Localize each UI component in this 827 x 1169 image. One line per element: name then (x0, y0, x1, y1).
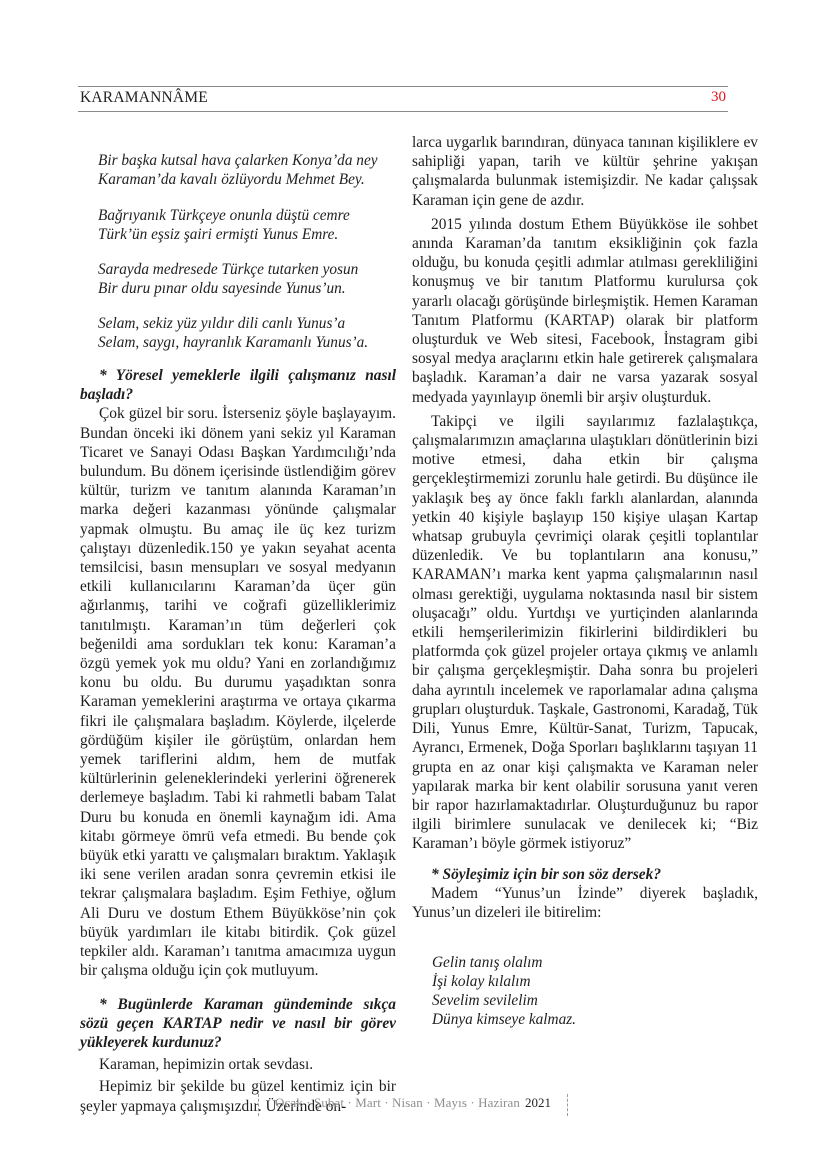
poem-line: Selam, sekiz yüz yıldır dili canlı Yunus’a (98, 315, 346, 332)
closing-verse (432, 953, 576, 1029)
poem-line: Bir duru pınar oldu sayesinde Yunus’un. (98, 280, 346, 297)
interview-question: * Bugünlerde Karaman gündeminde sıkça sözü geçen KARTAP nedir ve nasıl bir görev yükleyerek kurdunuz? (80, 995, 396, 1051)
poem-line: Selam, saygı, hayranlık Karamanlı Yunus’a. (98, 334, 369, 351)
interview-answer: Çok güzel bir soru. İsterseniz şöyle başlayayım. Bundan önceki iki dönem yani sekiz yıl Karaman Ticaret ve Sanayi Odası Başkan Yardımcılığı’nda bulundum. Bu dönem içerisinde üstlendiğim görev kültür, turizm ve tanıtım alanında Karaman’ın marka değeri kazanması yönünde çalışmalar yapmak olmuştu. Bu amaç ile üç kez turizm çalıştayı düzenledik.150 ye yakın seyahat acenta temsilcisi, basın mensupları ve sosyal medyanın etkili kullanıcılarını Karaman’da üçer gün ağırlanmış, tarihi ve coğrafi güzelliklerimiz tanıtılmıştı. Karaman’ın tüm değerleri çok beğenildi ama sordukları tek konu: Karaman’a özgü yemek yok mu oldu? Yani en zorlandığımız konu bu oldu. Bu durumu yaşadıktan sonra Karaman yemeklerini araştırma ve ortaya çıkarma fikri ile çalışmalara başladım. Köylerde, ilçelerde gördüğüm kişiler ile görüştüm, onlardan hem yemek tariflerini aldım, hem de mutfak kültürlerinin geleneklerindeki yerlerini öğrenerek derlemeye başladım. Tabi ki rahmetli babam Talat Duru bu konuda en önemli kaynağım idi. Ama kitabı görmeye ömrü vefa etmedi. Bu bende çok büyük etki yarattı ve çalışmaları bıraktım. Yaklaşık iki sene verilen aradan sonra çevremin etkisi ile tekrar çalışmalara başladım. Eşim Fethiye, oğlum Ali Duru ve dostum Ethem Büyükköse’nin çok büyük yardımları ile kitabı bitirdik. Çok güzel tepkiler aldı. Karaman’ı tanıtma amacımıza uygun bir çalışma olduğu için çok mutluyum. (80, 405, 396, 980)
left-column (80, 366, 396, 1116)
right-column (412, 133, 758, 922)
running-header (78, 86, 728, 112)
poem-line: Türk’ün eşsiz şairi ermişti Yunus Emre. (98, 226, 339, 243)
poem-stanza (98, 151, 408, 189)
page-footer (258, 1094, 568, 1116)
issue-year: 2021 (524, 1095, 551, 1110)
interview-question: * Söyleşimiz için bir son söz dersek? (431, 865, 662, 883)
poem-line: Bağrıyanık Türkçeye onunla düştü cemre (98, 207, 350, 224)
page-number: 30 (711, 89, 726, 105)
opening-poem-stanza-2 (98, 206, 408, 244)
poem-line: Karaman’da kavalı özlüyordu Mehmet Bey. (98, 171, 365, 188)
magazine-name: KARAMANNÂME (80, 89, 208, 106)
opening-poem-stanza-3 (98, 260, 408, 298)
interview-answer: Karaman, hepimizin ortak sevdası. (99, 1056, 314, 1074)
poem-line: Sarayda medresede Türkçe tutarken yosun (98, 261, 359, 278)
body-paragraph: 2015 yılında dostum Ethem Büyükköse ile sohbet anında Karaman’da tanıtım eksikliğinin çok fazla olduğu, bu konuda çeşitli adımlar atılması gerekliliğini konuşmuş ve bir tanıtım Platformu kurulursa çok yararlı olacağı görüşünde birleşmiştik. Hemen Karaman Tanıtım Platformu (KARTAP) olarak bir platform oluşturduk ve Web sitesi, Facebook, İnstagram gibi sosyal medya araçlarını etkin hale getirerek çalışmalara başladık. Karaman’a dair ne varsa yazarak sosyal medyada yayınlayıp önemli bir arşiv oluşturduk. (412, 215, 758, 406)
body-paragraph: Takipçi ve ilgili sayılarımız fazlalaştıkça, çalışmalarımızın amaçlarına ulaştıkları dönütlerinin bizi motive etmesi, daha etkin bir çalışma gerçekleştirmemizi zorunlu hale getirdi. Bu düşünce ile yaklaşık beş ay önce faklı farklı alanlardan, alanında yetkin 40 kişiyle başlayıp 150 kişiye ulaşan Kartap whatsap grubuyla çevrimiçi olarak çeşitli toplantılar düzenledik. Ve bu toplantıların ana konusu,” KARAMAN’ı marka kent yapma çalışmalarının nasıl olması gerektiği, uygulama noktasında nasıl bir sistem oluşacağı” oldu. Yurtdışı ve yurtiçinden alanlarında etkili hemşerilerimizin fikirlerini bildirdikleri bu platformda çok güzel projeler ortaya çıkmış ve anlamlı bir çalışma gerçekleşmiştir. Daha sonra bu projeleri daha ayrıntılı incelemek ve raporlamalar adına çalışma grupları oluşturduk. Taşkale, Gastronomi, Karadağ, Tük Dili, Yunus Emre, Kültür-Sanat, Turizm, Tapucak, Ayrancı, Ermenek, Doğa Sporları başlıklarını taşıyan 11 grupta en az onar kişi çalışmakta ve Karaman neler yapılarak marka bir kent olabilir sorusuna yanıt veren bir rapor hazırlamaktadırlar. Oluşturduğunuz bu rapor ilgili birimlere sunulacak ve denilecek ki; “Biz Karaman’ı böyle görmek istiyoruz” (412, 412, 758, 853)
verse-line: Sevelim sevilelim (432, 992, 538, 1009)
verse-line: İşi kolay kılalım (432, 973, 531, 990)
interview-question: * Yöresel yemeklerle ilgili çalışmanız nasıl başladı? (80, 367, 396, 404)
interview-answer: Hepimiz bir şekilde bu güzel kentimiz için bir şeyler yapmaya çalışmışızdır. Üzerinde on- (80, 1078, 396, 1115)
opening-poem (98, 151, 408, 189)
verse-line: Gelin tanış olalım (432, 954, 543, 971)
interview-answer: Madem “Yunus’un İzinde” diyerek başladık, Yunus’un dizeleri ile bitirelim: (412, 884, 758, 921)
verse-line: Dünya kimseye kalmaz. (432, 1011, 576, 1028)
poem-line: Bir başka kutsal hava çalarken Konya’da ney (98, 152, 378, 169)
issue-months: Ocak · Şubat · Mart · Nisan · Mayıs · Haziran (275, 1095, 520, 1110)
opening-poem-stanza-4 (98, 314, 408, 352)
continued-paragraph: larca uygarlık barındıran, dünyaca tanınan kişiliklere ev sahipliği yapan, tarih ve kültür şehrine yakışan çalışmalarda bulunmak istemişizdir. Ne kadar çalışsak Karaman için gene de azdır. (412, 134, 758, 209)
